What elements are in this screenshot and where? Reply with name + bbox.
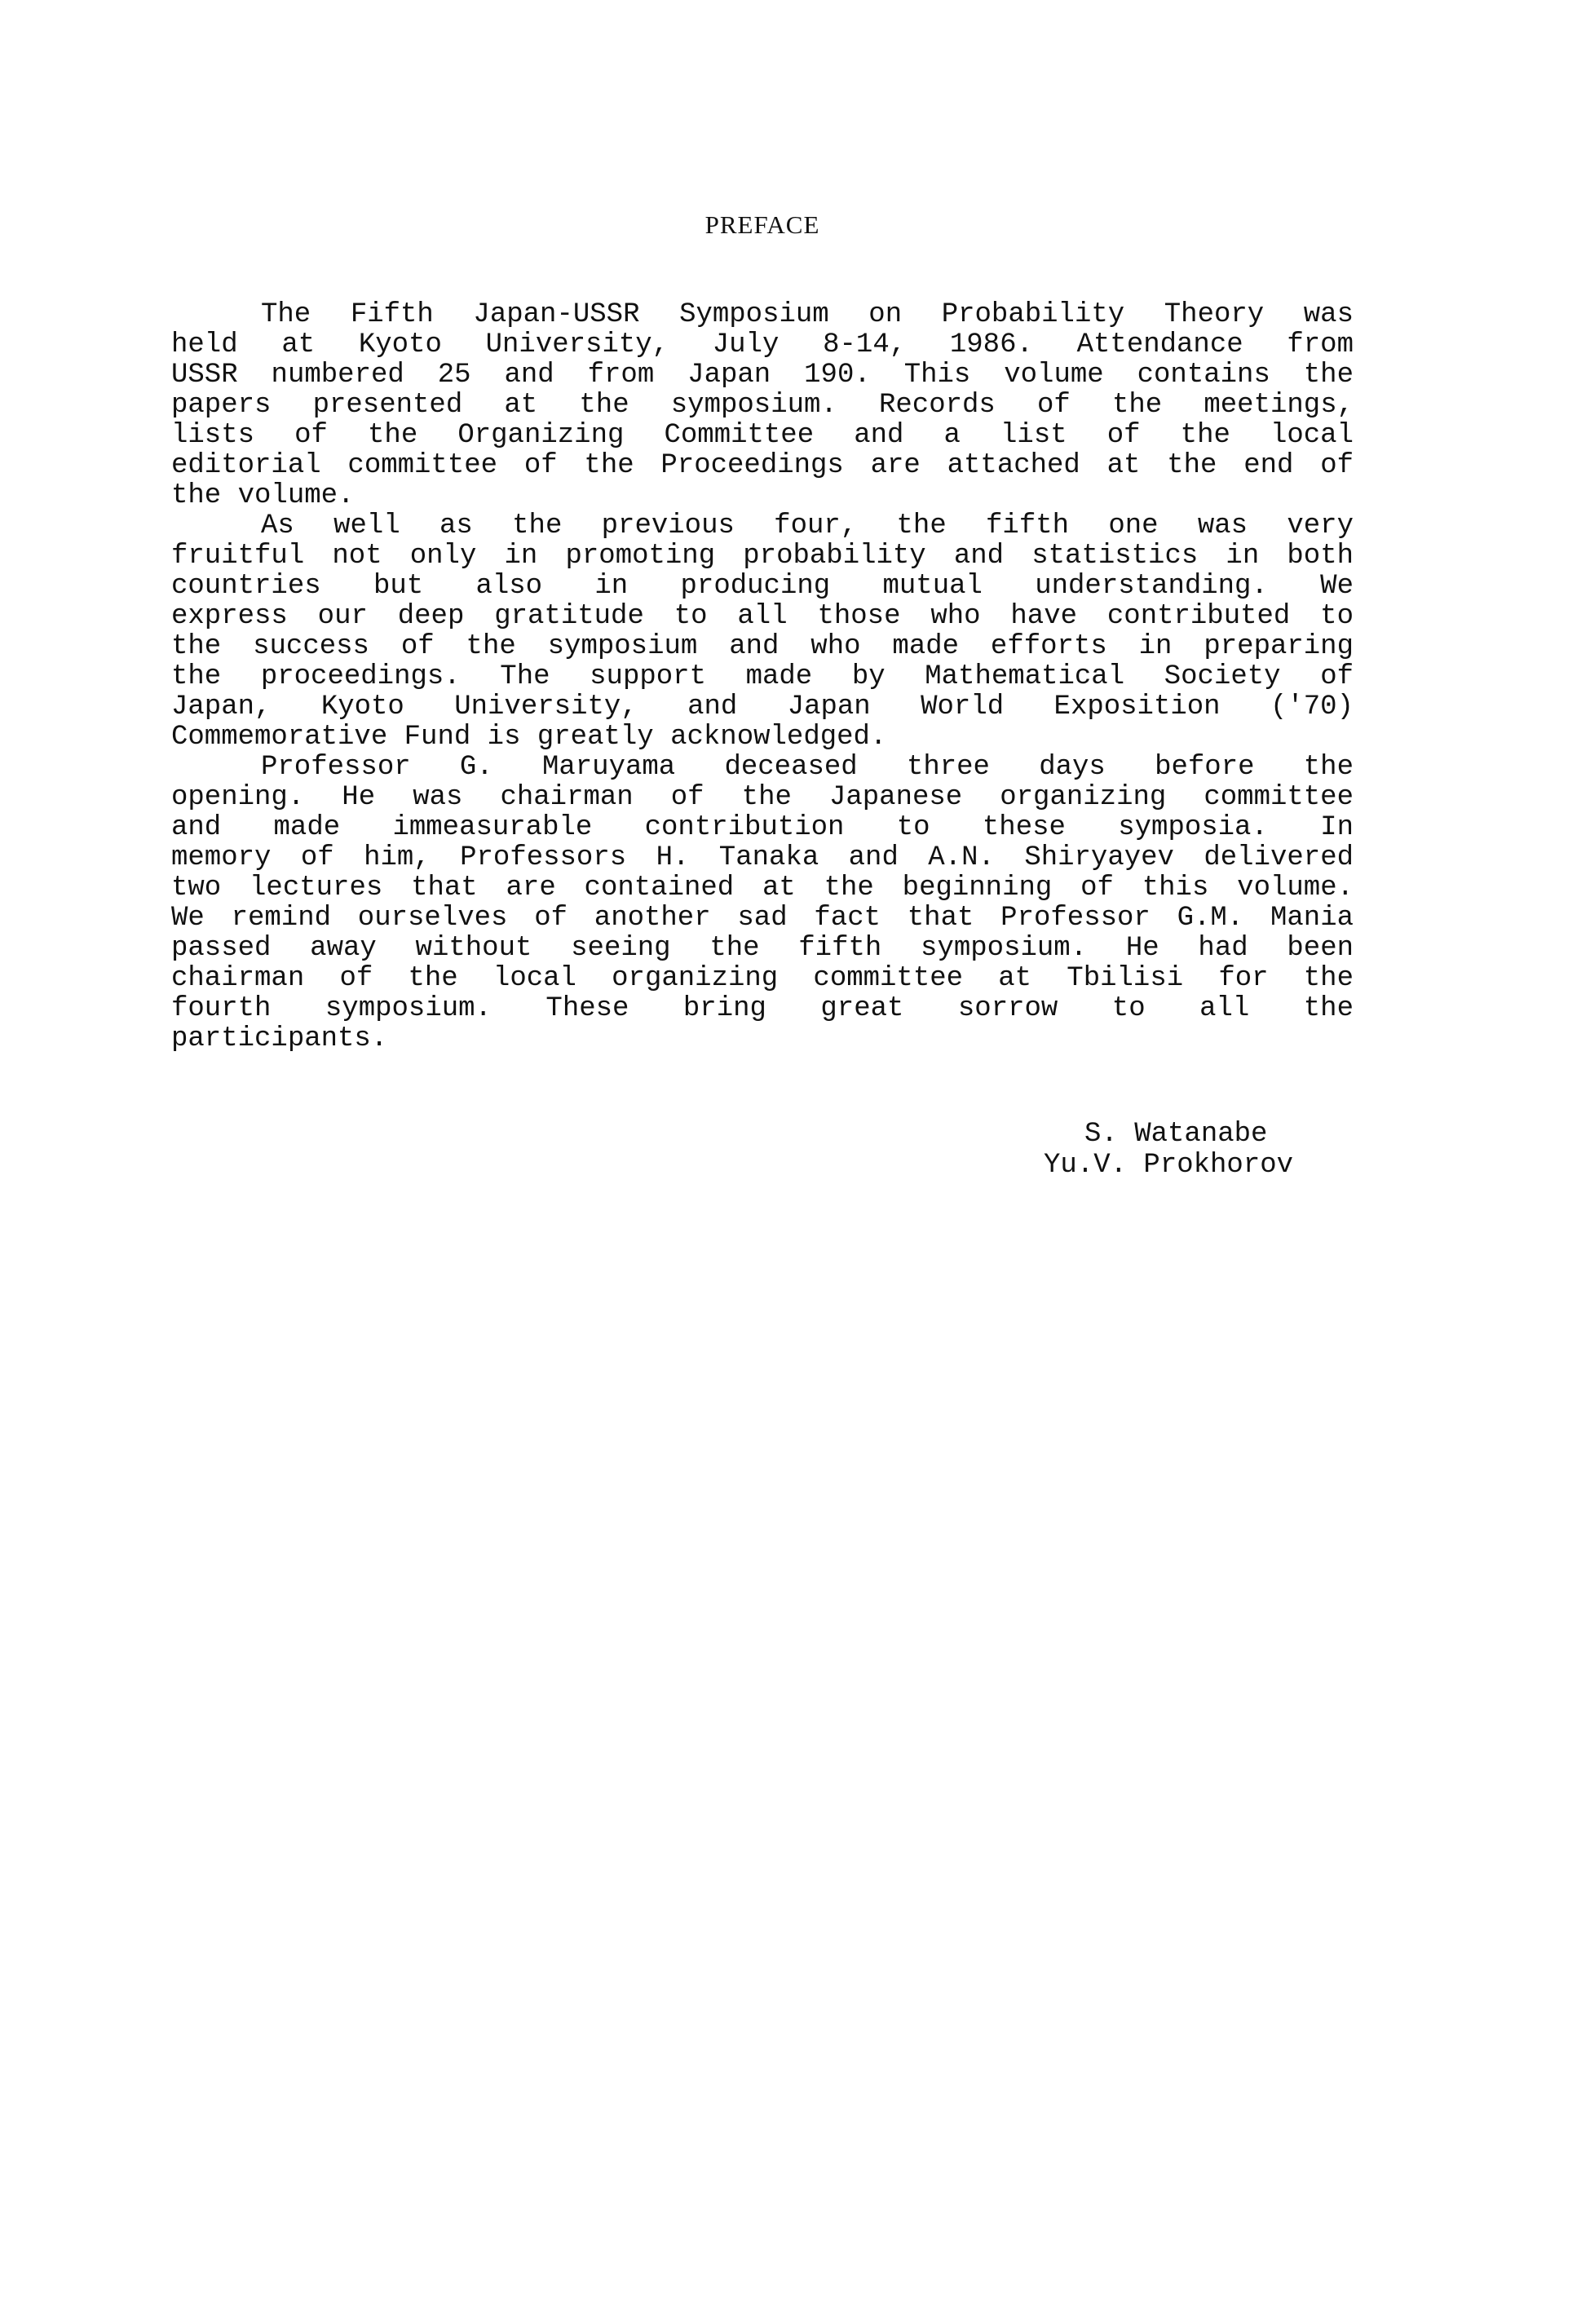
text-line: fourth symposium. These bring great sorrow to all the [171, 993, 1354, 1024]
text-line: participants. [171, 1023, 388, 1054]
text-line: the volume. [171, 480, 355, 511]
text-line: editorial committee of the Proceedings are attached at the end of [171, 450, 1354, 481]
page-title: PREFACE [704, 210, 820, 239]
text-line: fruitful not only in promoting probability and statistics in both [171, 541, 1354, 572]
text-line: and made immeasurable contribution to these symposia. In [171, 812, 1354, 843]
text-line: Commemorative Fund is greatly acknowledged. [171, 722, 887, 753]
text-line: memory of him, Professors H. Tanaka and A.N. Shiryayev delivered [171, 842, 1354, 873]
text-line: The Fifth Japan-USSR Symposium on Probability Theory was [261, 299, 1354, 330]
paragraph-3 [171, 753, 1354, 1054]
text-line: lists of the Organizing Committee and a list of the local [171, 420, 1354, 451]
text-line: USSR numbered 25 and from Japan 190. This volume contains the [171, 360, 1354, 391]
paragraph-1 [171, 300, 1354, 511]
text-line: Japan, Kyoto University, and Japan World Exposition ('70) [171, 691, 1354, 722]
signature-prokhorov: Yu.V. Prokhorov [1044, 1150, 1294, 1181]
text-line: countries but also in producing mutual understanding. We [171, 571, 1354, 602]
text-line: chairman of the local organizing committee at Tbilisi for the [171, 963, 1354, 994]
preface-body [171, 300, 1354, 1054]
text-line: held at Kyoto University, July 8-14, 1986. Attendance from [171, 329, 1354, 360]
text-line: opening. He was chairman of the Japanese organizing committee [171, 782, 1354, 813]
text-line: We remind ourselves of another sad fact that Professor G.M. Mania [171, 903, 1354, 934]
text-line: two lectures that are contained at the beginning of this volume. [171, 873, 1354, 904]
text-line: express our deep gratitude to all those who have contributed to [171, 601, 1354, 632]
text-line: passed away without seeing the fifth symposium. He had been [171, 933, 1354, 964]
text-line: the success of the symposium and who made efforts in preparing [171, 631, 1354, 662]
text-line: As well as the previous four, the fifth one was very [261, 510, 1354, 541]
paragraph-2 [171, 511, 1354, 753]
text-line: the proceedings. The support made by Mathematical Society of [171, 661, 1354, 692]
signature-block [1044, 1119, 1370, 1181]
signature-watanabe: S. Watanabe [1084, 1119, 1268, 1150]
text-line: papers presented at the symposium. Records of the meetings, [171, 390, 1354, 421]
text-line: Professor G. Maruyama deceased three days before the [261, 752, 1354, 783]
